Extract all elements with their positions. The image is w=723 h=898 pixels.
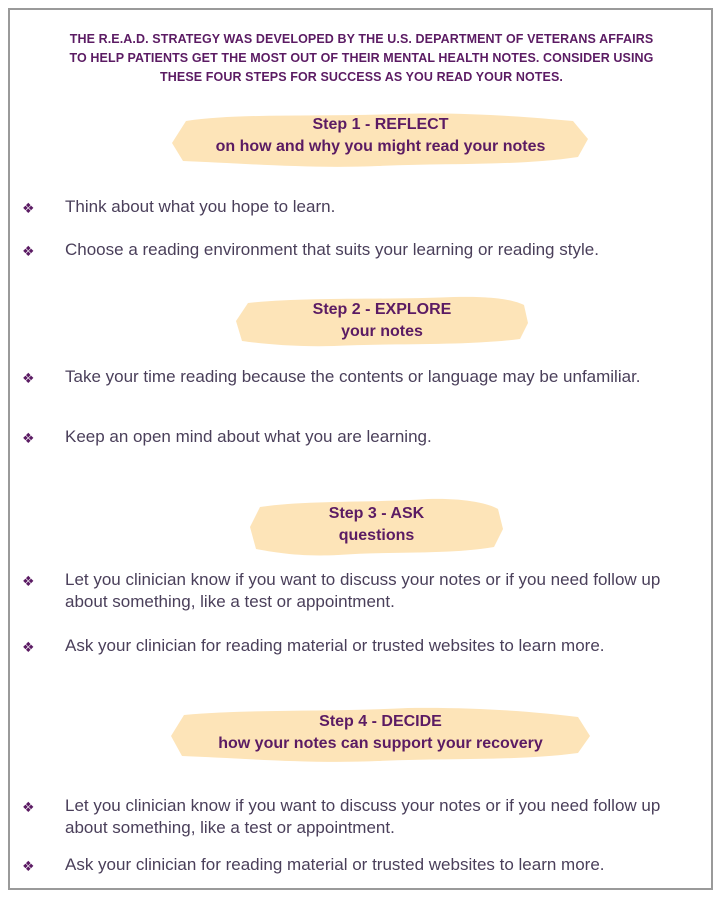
diamond-bullet-icon: ❖: [22, 200, 35, 216]
intro-line: THESE FOUR STEPS FOR SUCCESS AS YOU READ YOUR NOTES.: [160, 70, 563, 84]
diamond-bullet-icon: ❖: [22, 430, 35, 446]
intro-text: [20, 30, 703, 87]
step-subtitle: your notes: [341, 323, 423, 340]
intro-line: THE R.E.A.D. STRATEGY WAS DEVELOPED BY THE U.S. DEPARTMENT OF VETERANS AFFAIRS: [69, 32, 654, 46]
diamond-bullet-icon: ❖: [22, 243, 35, 259]
diamond-bullet-icon: ❖: [22, 573, 35, 589]
step-title: Step 4 - DECIDE: [319, 713, 442, 730]
step-title: Step 1 - REFLECT: [312, 116, 449, 133]
step-title: Step 2 - EXPLORE: [312, 301, 452, 318]
diamond-bullet-icon: ❖: [22, 799, 35, 815]
step-subtitle: how your notes can support your recovery: [218, 735, 543, 752]
step-subtitle: on how and why you might read your notes: [215, 138, 546, 155]
diamond-bullet-icon: ❖: [22, 858, 35, 874]
step-3-heading: [248, 497, 505, 557]
step-subtitle: questions: [338, 527, 415, 544]
step-2-heading: [234, 295, 530, 347]
diamond-bullet-icon: ❖: [22, 370, 35, 386]
step-1-heading: [168, 111, 593, 169]
intro-line: TO HELP PATIENTS GET THE MOST OUT OF THEIR MENTAL HEALTH NOTES. CONSIDER USING: [69, 51, 654, 65]
diamond-bullet-icon: ❖: [22, 639, 35, 655]
step-title: Step 3 - ASK: [328, 505, 425, 522]
step-4-heading: [168, 706, 593, 764]
